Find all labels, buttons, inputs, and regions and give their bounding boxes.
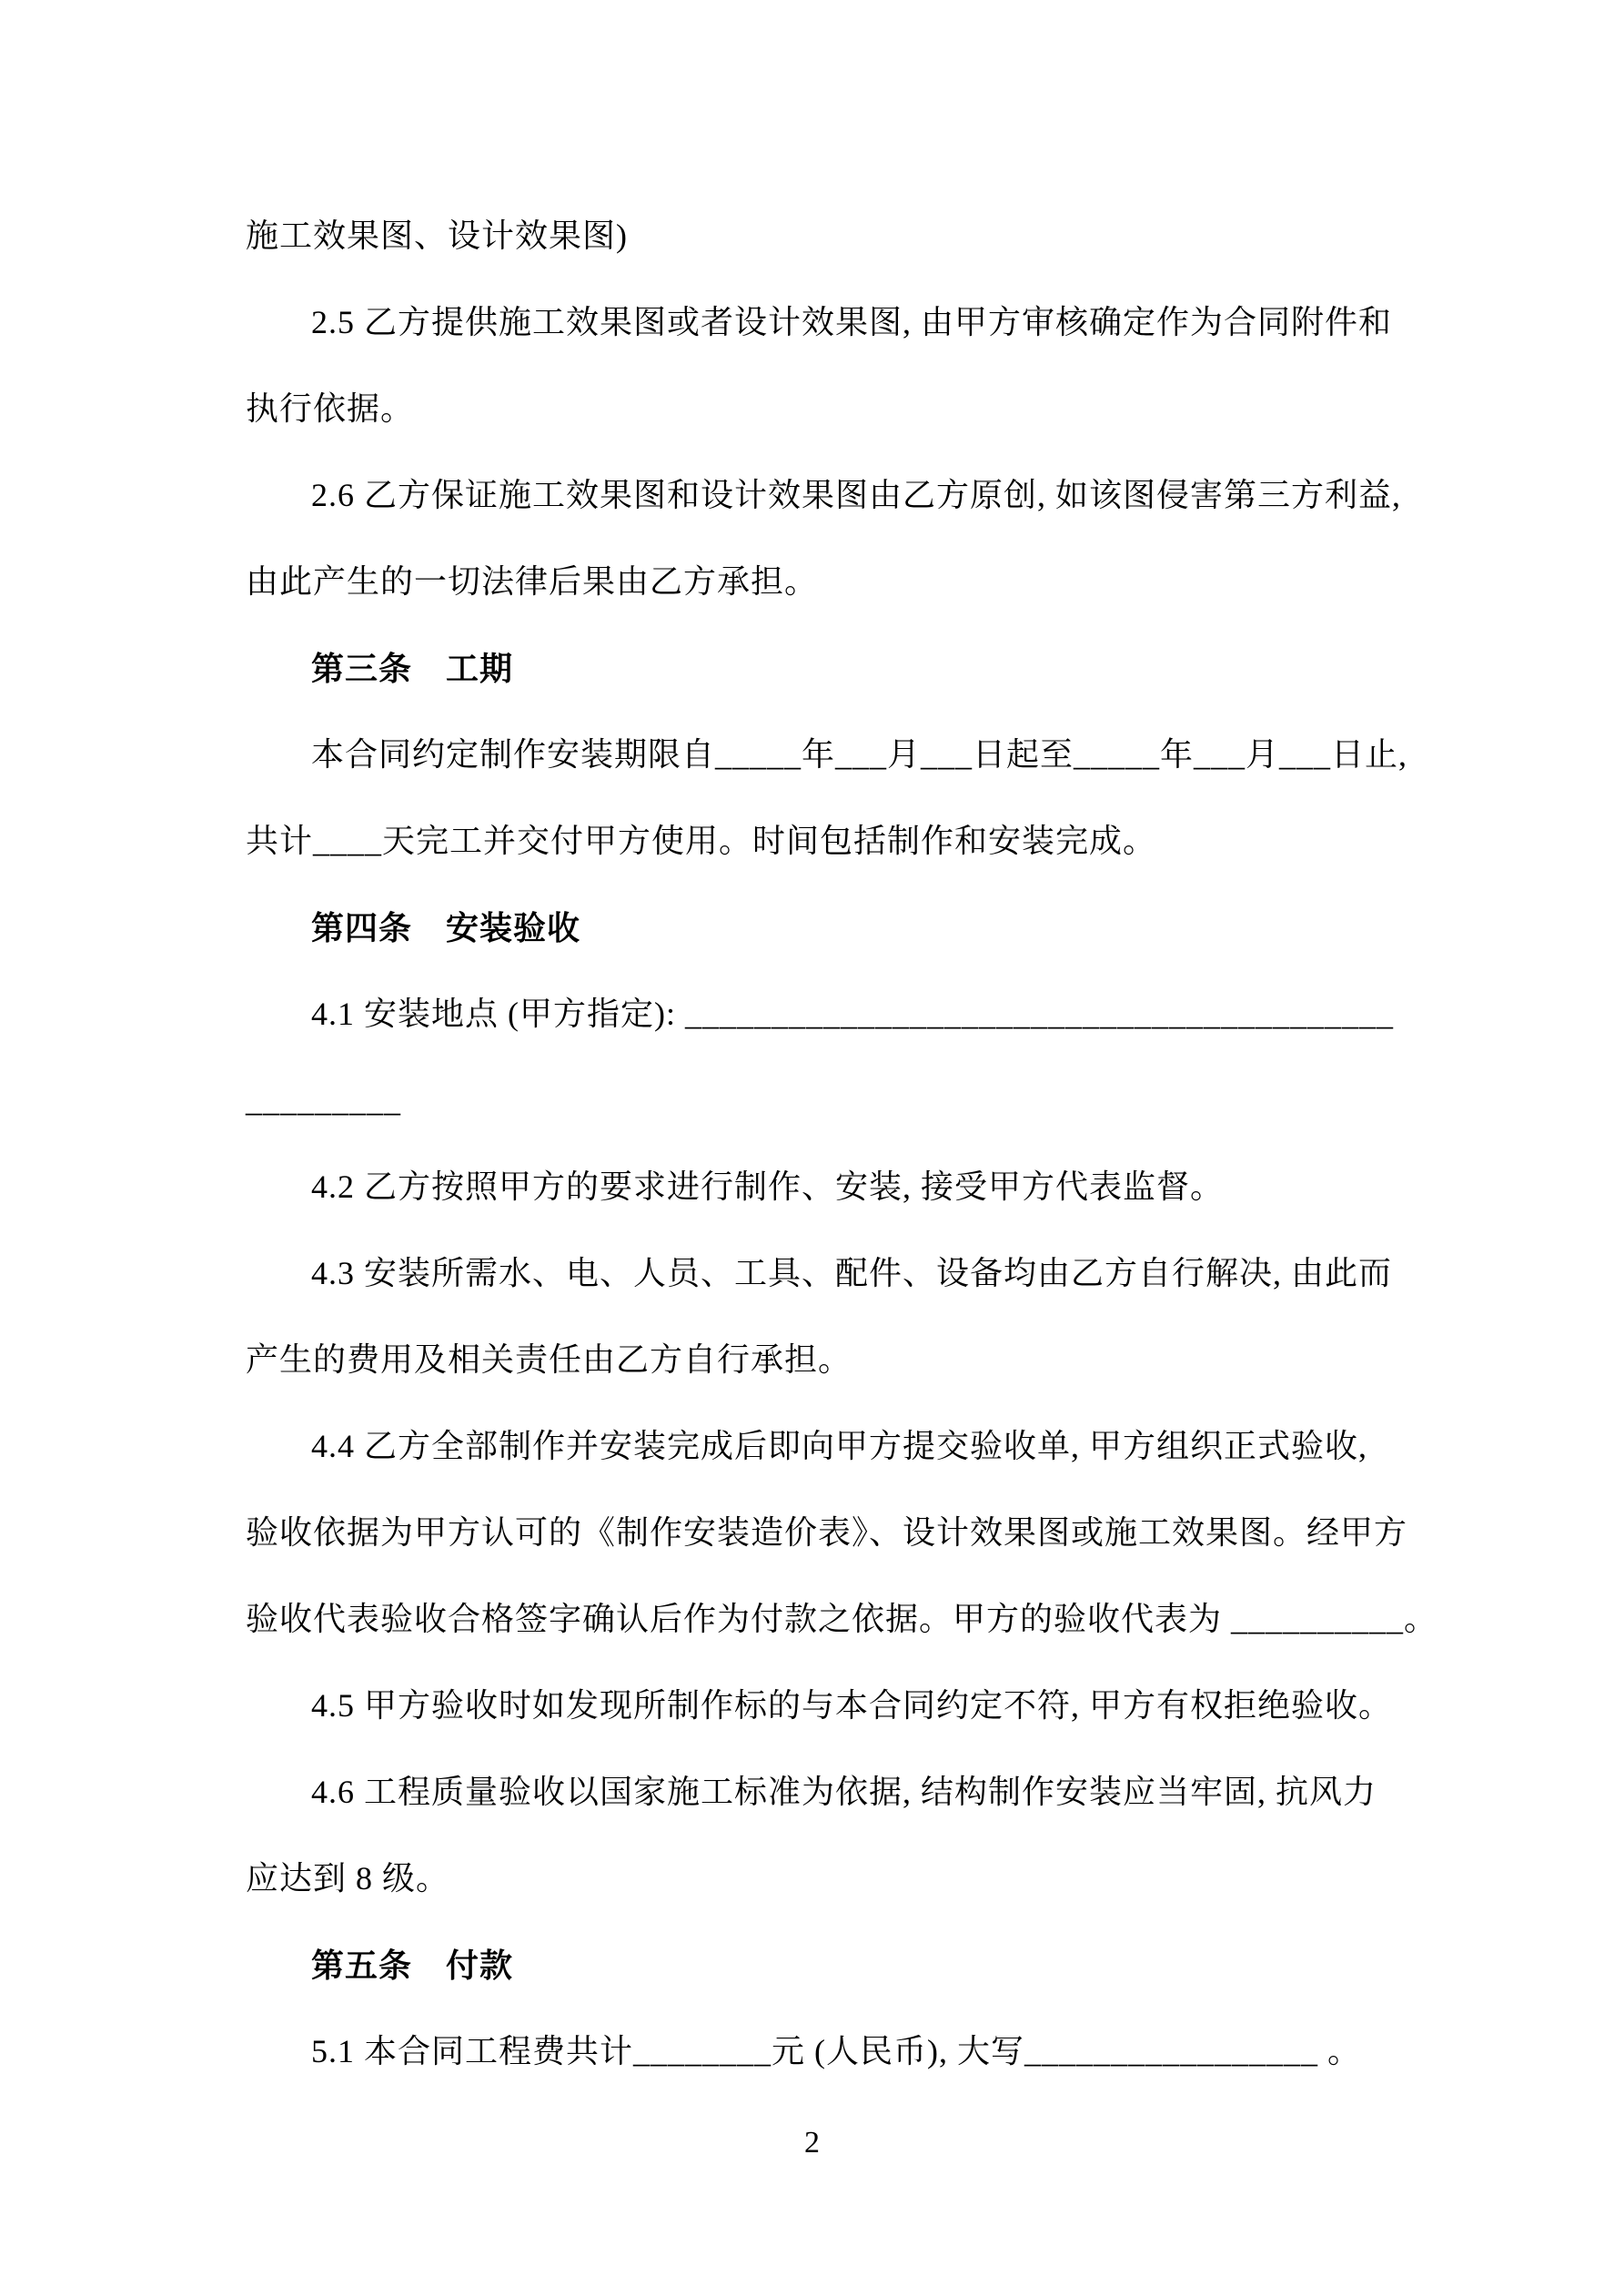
text-line: 本合同约定制作安装期限自_____年___月___日起至_____年___月___日止, [311, 736, 1408, 773]
text-line: 4.2 乙方按照甲方的要求进行制作、安装, 接受甲方代表监督。 [311, 1168, 1225, 1205]
text-line: 4.1 安装地点 (甲方指定): _________________________________________ [311, 996, 1394, 1032]
page-number: 2 [804, 2126, 820, 2159]
text-line: 由此产生的一切法律后果由乙方承担。 [246, 563, 819, 600]
text-line: _________ [246, 1082, 401, 1118]
text-line: 4.6 工程质量验收以国家施工标准为依据, 结构制作安装应当牢固, 抗风力 [311, 1774, 1377, 1810]
text-line: 4.4 乙方全部制作并安装完成后即向甲方提交验收单, 甲方组织正式验收, [311, 1428, 1368, 1464]
text-line: 4.3 安装所需水、电、人员、工具、配件、设备均由乙方自行解决, 由此而 [311, 1255, 1393, 1291]
text-line: 共计____天完工并交付甲方使用。时间包括制作和安装完成。 [246, 823, 1157, 859]
document-body [246, 193, 1438, 2095]
text-line: 应达到 8 级。 [246, 1860, 450, 1896]
text-line: 验收依据为甲方认可的《制作安装造价表》、设计效果图或施工效果图。经甲方 [246, 1514, 1408, 1551]
text-line: 产生的费用及相关责任由乙方自行承担。 [246, 1341, 852, 1378]
text-line: 4.5 甲方验收时如发现所制作标的与本合同约定不符, 甲方有权拒绝验收。 [311, 1687, 1393, 1724]
text-line: 施工效果图、设计效果图) [246, 217, 628, 254]
text-line: 2.6 乙方保证施工效果图和设计效果图由乙方原创, 如该图侵害第三方利益, [311, 477, 1402, 513]
text-line: 第三条 工期 [311, 650, 514, 687]
text-line: 第四条 安装验收 [311, 909, 581, 946]
text-line: 第五条 付款 [311, 1947, 514, 1984]
text-line: 5.1 本合同工程费共计________元 (人民币), 大写_________________ 。 [311, 2033, 1361, 2069]
text-line: 验收代表验收合格签字确认后作为付款之依据。甲方的验收代表为 __________。 [246, 1601, 1438, 1637]
text-line: 执行依据。 [246, 390, 415, 427]
text-line: 2.5 乙方提供施工效果图或者设计效果图, 由甲方审核确定作为合同附件和 [311, 304, 1393, 340]
